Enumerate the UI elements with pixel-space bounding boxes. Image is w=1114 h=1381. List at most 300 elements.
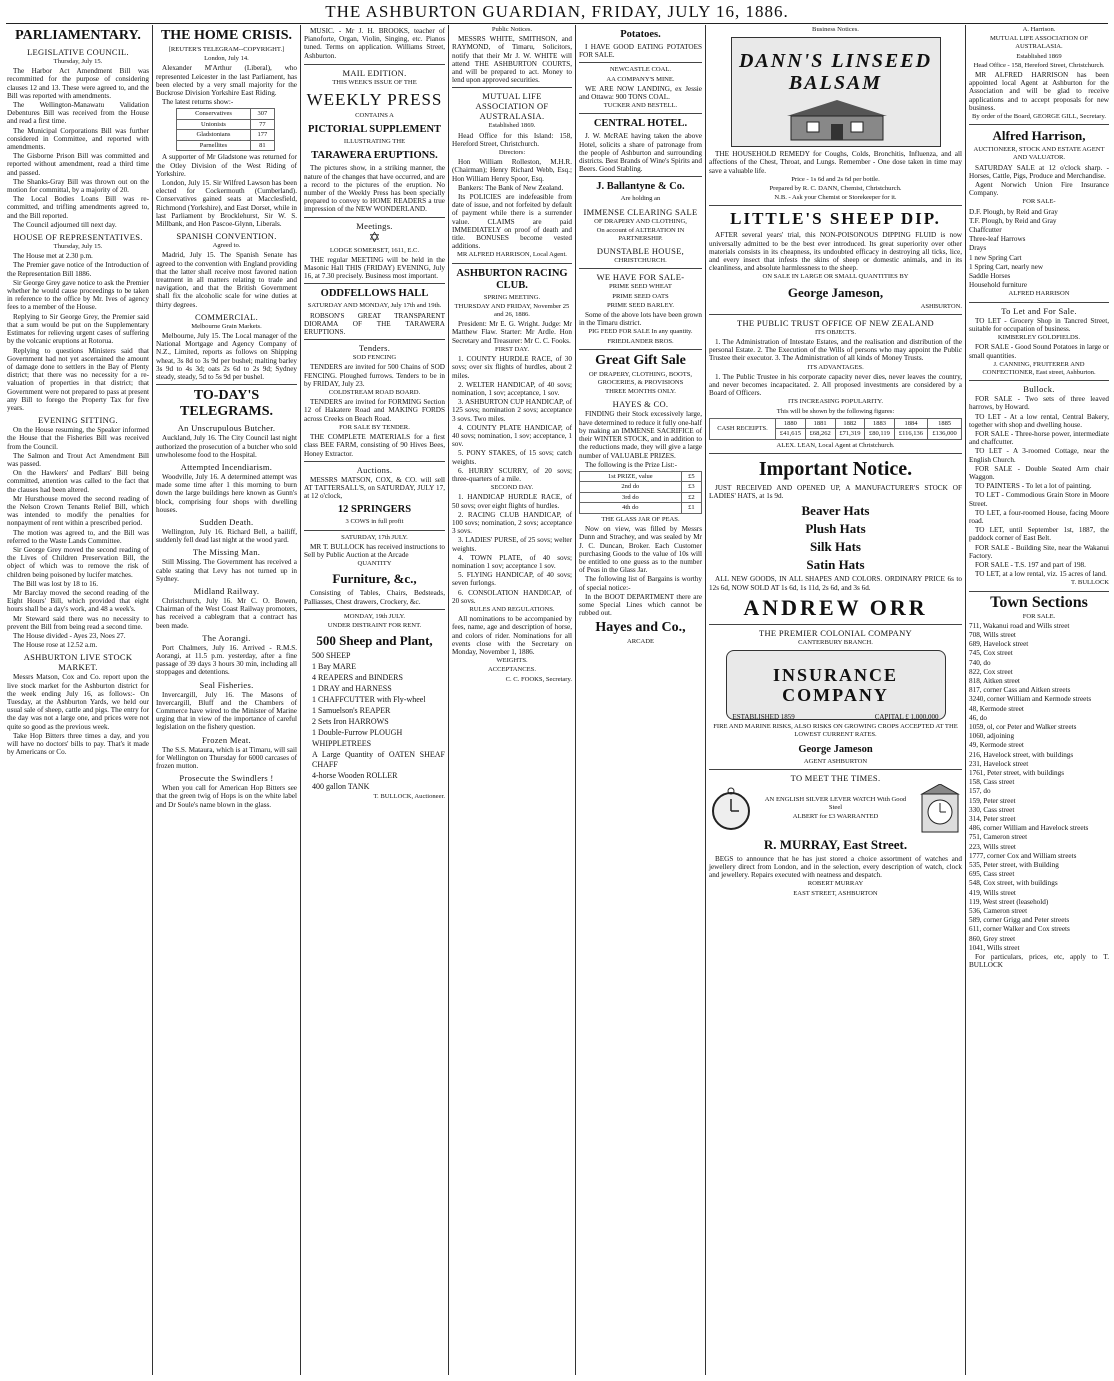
- receipt-cell: £41,615: [776, 429, 806, 440]
- list-item: 231, Havelock street: [969, 759, 1029, 768]
- divider: [579, 62, 702, 63]
- prize-cell: 3rd do: [580, 492, 682, 503]
- column-business-notices: [706, 25, 965, 1377]
- signature-line: ALFRED HARRISON: [1008, 290, 1070, 298]
- subheading: Melbourne Grain Markets.: [191, 322, 262, 330]
- ad-text: I HAVE GOOD EATING POTATOES FOR SALE.: [579, 43, 702, 60]
- subheading: SECOND DAY.: [490, 484, 534, 492]
- subheading: SPRING MEETING.: [483, 293, 541, 301]
- great-gift-sale-heading: Great Gift Sale: [595, 352, 686, 368]
- subheading: ITS INCREASING POPULARITY.: [788, 398, 883, 406]
- subheading: RULES AND REGULATIONS.: [469, 605, 555, 613]
- subheading: ALBERT for £3 WARRANTED: [792, 813, 879, 821]
- list-item: Household furniture: [969, 281, 1028, 290]
- subheading: CHRISTCHURCH.: [614, 257, 667, 265]
- telegram-body: Christchurch, July 16. Mr C. O. Bowen, Chairman of the West Coast Railway promoters, has received a cablegram that a contract has been made.: [156, 596, 297, 630]
- hayes-signature: Hayes and Co.,: [595, 620, 686, 636]
- subheading: THREE MONTHS ONLY.: [605, 388, 676, 396]
- divider: [579, 268, 702, 269]
- article-paragraph: Replying to Sir George Grey, the Premier said that a sum would be put on the Supplementary Estimates for relieving urgent cases of suffering by the volcanic eruptions at Rotorua.: [7, 312, 149, 346]
- ad-text: WE ARE NOW LANDING, ex Jessie and Ottawa: 900 TONS COAL.: [579, 84, 702, 102]
- notice-item: FOR SALE - T.S. 197 and part of 198.: [975, 560, 1086, 569]
- table-row: [177, 130, 275, 141]
- subheading: ARCADE: [626, 638, 655, 646]
- telegram-heading: Attempted Incendiarism.: [180, 461, 273, 472]
- list-item: 822, Cox street: [969, 667, 1013, 676]
- year-cell: 1881: [805, 418, 835, 429]
- dateline: Thursday, July 15.: [53, 243, 103, 251]
- subheading: NEWCASTLE COAL.: [609, 66, 672, 74]
- list-item: 708, Wills street: [969, 630, 1016, 639]
- table-row: [177, 119, 275, 130]
- ad-text: MESSRS WHITE, SMITHSON, and RAYMOND, of Timaru, Solicitors, notify that their Mr J. W. WHITE will attend THE ASHBURTON COURTS, and will be prepared to act. Money to lend upon approved securities.: [452, 35, 572, 85]
- list-item: 695, Cass street: [969, 870, 1015, 879]
- divider: [709, 205, 962, 206]
- hat-type: Plush Hats: [805, 521, 866, 537]
- divider: [969, 302, 1109, 303]
- telegram-heading: The Aorangi.: [202, 632, 251, 643]
- divider: [709, 624, 962, 625]
- telegram-heading: The Missing Man.: [192, 547, 261, 558]
- masthead-title: THE ASHBURTON GUARDIAN, FRIDAY, JULY 16, 1886.: [325, 2, 789, 21]
- article-paragraph: The Shanks-Gray Bill was thrown out on the motion for committal, by a majority of 20.: [7, 177, 149, 195]
- ad-text: MR ALFRED HARRISON has been appointed local Agent at Ashburton for the Association and will be glad to receive applications and to accept proposals for new business.: [969, 71, 1109, 112]
- list-item: 536, Cameron street: [969, 907, 1028, 916]
- capital-label: CAPITAL £ 1,000,000: [874, 713, 939, 722]
- notice-item: TO LET - A 3-roomed Cottage, near the English Church.: [969, 447, 1109, 464]
- divider: [709, 314, 962, 315]
- divider: [969, 380, 1109, 381]
- clearing-sale-heading: IMMENSE CLEARING SALE: [583, 206, 698, 217]
- hat-type: Satin Hats: [806, 557, 865, 573]
- telegram-heading: An Unscrupulous Butcher.: [177, 423, 276, 434]
- article-paragraph: Mr Barclay moved the second reading of the Eight Hours' Bill, which provided that eight hours shall be a day's work, and 48 a week's.: [7, 588, 149, 614]
- list-item: 158, Cass street: [969, 778, 1015, 787]
- subheading: Agreed to.: [212, 242, 241, 250]
- article-paragraph: The Harbor Act Amendment Bill was recommitted for the purpose of considering clauses 12 and 13. These were agreed to, and the Bill was reported with amendments.: [7, 67, 149, 100]
- mutual-life-heading: MUTUAL LIFE ASSOCIATION OF AUSTRALASIA.: [475, 91, 549, 122]
- subheading: Directors:: [498, 149, 526, 157]
- divider: [579, 176, 702, 177]
- legislative-council-heading: LEGISLATIVE COUNCIL.: [27, 47, 129, 57]
- list-item: PRIME SEED BARLEY.: [606, 301, 675, 309]
- racing-club-heading: ASHBURTON RACING CLUB.: [456, 267, 568, 291]
- mantel-clock-icon: [918, 784, 962, 834]
- emblem-caption: [727, 705, 945, 721]
- divider: [579, 113, 702, 114]
- column-harrison-bullock: [966, 25, 1112, 1377]
- divider: [304, 461, 445, 462]
- telegram-body: Auckland, July 16. The City Council last night authorized the prosecution of a butcher who sold unwholesome food to the Hospital.: [156, 434, 297, 459]
- list-item: PRIME SEED OATS: [612, 292, 669, 300]
- price-line: Price - 1s 6d and 2s 6d per bottle.: [791, 175, 880, 183]
- value-cell: £5: [681, 471, 701, 482]
- town-sections-list: [969, 622, 1109, 952]
- list-item: 48, Kermode street: [969, 704, 1024, 713]
- section-heading: Public Notices.: [491, 26, 533, 33]
- party-cell: Parnellites: [177, 140, 251, 151]
- article-paragraph: London, July 15. Sir Wilfred Lawson has been elected for Cockermouth (Cumberland). Conservatives gained seats at Macclesfield, Richmond (Yorkshire), and East Dorset, while in last Parliament by Brocklehurst, Sir W. S. Millbank, and Hon Pascoe-Glynn, Liberals.: [156, 179, 297, 229]
- subheading: UNDER DISTRAINT FOR RENT.: [327, 621, 422, 629]
- ad-text: 1. The Administration of Intestate Estates, and the realisation and distribution of the personal Estate. 2. The Execution of the Wills of persons who may appoint the Public Trustee their executor. 3. The Administration of all kinds of Money Trusts.: [709, 338, 962, 363]
- telegram-heading: Seal Fisheries.: [199, 679, 254, 690]
- party-cell: Gladstonians: [177, 130, 251, 141]
- ad-text: J. W. McRAE having taken the above Hotel, solicits a share of patronage from the people of Ashburton and surrounding districts. Best Brands of Wine's Spirits and Beers. Good Stabling.: [579, 132, 702, 174]
- alfred-harrison-heading: Alfred Harrison,: [992, 128, 1086, 144]
- column-parliamentary: [4, 25, 152, 1377]
- ad-text: THE COMPLETE MATERIALS for a first class BEE FARM, consisting of 90 Hives Bees, Honey Extractor.: [304, 433, 445, 458]
- telegram-heading: Prosecute the Swindlers !: [179, 773, 274, 784]
- divider: [709, 769, 962, 770]
- article-paragraph: The motion was agreed to, and the Bill was referred to the Waste Lands Committee.: [7, 528, 149, 545]
- commercial-heading: COMMERCIAL.: [194, 311, 259, 322]
- article-paragraph: The latest returns show:-: [162, 98, 234, 107]
- subheading: ITS ADVANTAGES.: [807, 363, 864, 371]
- article-paragraph: Sir George Grey gave notice to ask the Premier whether he would cause proceedings to be taken in reference to the office by Mr. Ives of agency fees to a member of the House.: [7, 278, 149, 312]
- ad-text: All nominations to be accompanied by fees, name, age and description of horse, and colors of rider. Nominations for all events close with the Secretary on Monday, November 1, 1886.: [452, 615, 572, 656]
- telegram-body: Invercargill, July 16. The Masons of Invercargill, Bluff and the Chambers of Commerce have wired to the Minister of Marine urging that in view of the importance of careful legislation on the fishery question.: [156, 690, 297, 732]
- list-item: T.F. Plough, by Reid and Gray: [969, 216, 1057, 225]
- ad-text: 1. The Public Trustee in his corporate capacity never dies, never leaves the country, and never becomes incapacitated. 2. All proposed investments are considered by a Board of Officers.: [709, 372, 962, 398]
- race-entry: 1. HANDICAP HURDLE RACE, of 50 sovs; over eight flights of hurdles.: [452, 493, 572, 510]
- divider: [709, 453, 962, 454]
- ad-text: JUST RECEIVED AND OPENED UP, A MANUFACTURER'S STOCK OF LADIES' HATS, at 1s 9d.: [709, 484, 962, 501]
- list-item: Drays: [969, 244, 987, 253]
- article-paragraph: Replying to questions Ministers said that Government had not yet ascertained the amount of damage done to settlers in the Bay of Plenty district; that there was no necessity for a re-valuation of properties in that district; that Government were not prepared to pass at present any Bill to forego the Property Tax for five years.: [7, 346, 149, 412]
- jameson-insurance-agent: George Jameson: [798, 743, 873, 755]
- receipt-cell: £136,000: [928, 429, 962, 440]
- list-item: 223, Wills street: [969, 842, 1016, 851]
- subheading: WEIGHTS.: [496, 657, 528, 665]
- ad-text: Head Office for this Island: 158, Hereford Street, Christchurch.: [452, 131, 572, 148]
- subheading: THE GLASS JAR OF PEAS.: [601, 515, 680, 523]
- list-item: 1 DRAY and HARNESS: [312, 684, 392, 694]
- subheading: PIG FEED FOR SALE In any quantity.: [588, 328, 693, 336]
- subheading: ITS OBJECTS.: [814, 328, 857, 336]
- article-paragraph: Mr Steward said there was no necessity to prevent the Bill from being read a second time.: [7, 614, 149, 631]
- column-advertisements-1: [301, 25, 448, 1377]
- signature-line: ROBERT MURRAY: [807, 880, 864, 888]
- article-paragraph: The Municipal Corporations Bill was further considered in Committee, and reported with amendments.: [7, 126, 149, 152]
- watch-ad-text: [759, 795, 912, 823]
- murray-heading: R. MURRAY, East Street.: [763, 836, 908, 852]
- list-item: 4 REAPERS and BINDERS: [312, 673, 403, 683]
- year-cell: 1884: [894, 418, 927, 429]
- ad-text: TENDERS are invited for FORMING Section 12 of Hakatere Road and MAKING FORDS across Creeks on Beach Road.: [304, 398, 445, 423]
- ad-text: SATURDAY SALE at 12 o'clock sharp. - Horses, Cattle, Pigs, Produce and Merchandise.: [969, 163, 1109, 180]
- article-paragraph: The Gisborne Prison Bill was committed and reported without amendment, read a third time and passed.: [7, 152, 149, 177]
- masonic-emblem-icon: ✡: [368, 230, 381, 246]
- sheep-dip-heading: LITTLE'S SHEEP DIP.: [730, 209, 941, 229]
- telegram-body: When you call for American Hop Bitters see that the green twig of Hops is on the white label and Dr Soule's name blown in the glass.: [156, 784, 297, 809]
- table-row: [580, 503, 702, 514]
- article-paragraph: Madrid, July 15. The Spanish Senate has agreed to the convention with England providing that the latter shall receive most favored nation treatment in all matters relating to trade and navigation, and that the British Government shall fix the alcoholic scale for wine duties at thirty degrees.: [156, 251, 297, 309]
- list-item: 157, do: [969, 787, 991, 796]
- notice-item: TO LET, until September 1st, 1887, the paddock corner of East Belt.: [969, 526, 1109, 543]
- preparer-line: Prepared by R. C. DANN, Chemist, Christchurch.: [769, 185, 902, 193]
- table-row: [580, 492, 702, 503]
- subheading: SOD FENCING: [352, 354, 397, 362]
- for-sale-list: [969, 208, 1109, 290]
- list-item: 1059, ol, cor Peter and Walker streets: [969, 723, 1077, 732]
- parliamentary-heading: PARLIAMENTARY.: [15, 28, 141, 43]
- subheading: CANTERBURY BRANCH.: [798, 638, 873, 646]
- weekly-press-heading: WEEKLY PRESS: [306, 90, 443, 110]
- article-paragraph: The House divided - Ayes 23, Noes 27.: [13, 632, 126, 640]
- race-entry: 5. FLYING HANDICAP, of 40 sovs; seven furlongs.: [452, 571, 572, 588]
- ad-text: THE regular MEETING will be held in the Masonic Hall THIS (FRIDAY) EVENING, July 16, at 7.30 precisely. Business most important.: [304, 255, 445, 281]
- article-paragraph: The House met at 2.30 p.m.: [13, 252, 93, 261]
- bullock-heading: Bullock.: [1023, 384, 1055, 395]
- tenders-heading: Tenders.: [358, 343, 391, 354]
- column-public-notices: [449, 25, 575, 1377]
- divider: [452, 87, 572, 88]
- watch-ad-row: [709, 784, 962, 834]
- race-entry: 3. ASHBURTON CUP HANDICAP, of 125 sovs; nomination 2 sovs; acceptance 3 sovs. Two miles.: [452, 398, 572, 423]
- mutual-life-heading: MUTUAL LIFE ASSOCIATION OF AUSTRALASIA.: [989, 35, 1089, 51]
- ad-text: ROBSON'S GREAT TRANSPARENT DIORAMA OF THE TARAWERA ERUPTIONS.: [304, 311, 445, 337]
- premier-colonial-heading: THE PREMIER COLONIAL COMPANY: [759, 627, 912, 638]
- article-paragraph: The Council adjourned till next day.: [13, 220, 117, 229]
- subheading: FOR SALE.: [1022, 612, 1056, 620]
- divider: [304, 217, 445, 218]
- subheading: Are holding an: [620, 195, 661, 203]
- oddfellows-heading: ODDFELLOWS HALL: [320, 288, 429, 300]
- list-item: 3240, corner William and Kermode streets: [969, 695, 1092, 704]
- to-let-heading: To Let and For Sale.: [1001, 305, 1077, 316]
- ad-text: FINDING their Stock excessively large, have determined to reduce it fully one-half by making an IMMENSE SACRIFICE of their WINTER STOCK, and in addition to the reductions made, they will give a large number of VALUABLE PRIZES.: [579, 410, 702, 460]
- article-paragraph: The Bill was lost by 18 to 16.: [13, 579, 99, 588]
- town-sections-heading: Town Sections: [990, 593, 1088, 611]
- notice-item: FOR SALE - Double Seated Arm chair Waggon.: [969, 464, 1109, 481]
- live-stock-heading: ASHBURTON LIVE STOCK MARKET.: [23, 652, 133, 673]
- todays-telegrams-heading: TO-DAY'S TELEGRAMS.: [180, 388, 273, 420]
- subheading: ILLUSTRATING THE: [343, 138, 406, 146]
- subheading: MONDAY, 19th JULY.: [343, 612, 406, 620]
- list-item: 419, Wills street: [969, 888, 1016, 897]
- list-item: 1 Double-Furrow PLOUGH: [312, 728, 403, 738]
- list-item: 1 new Spring Cart: [969, 253, 1022, 262]
- race-entry: 6. HURRY SCURRY, of 20 sovs; three-quarters of a mile.: [452, 466, 572, 483]
- andrew-orr-heading: ANDREW ORR: [743, 594, 928, 620]
- row-label: CASH RECEIPTS.: [710, 418, 776, 439]
- list-item: 1 Samuelson's REAPER: [312, 706, 391, 716]
- list-item: D.F. Plough, by Reid and Gray: [969, 207, 1058, 216]
- year-cell: 1883: [865, 418, 894, 429]
- ad-text: Hon William Rolleston, M.H.R. (Chairman); Henry Richard Webb, Esq.; Hon William Henry Spoor, Esq.: [452, 158, 572, 183]
- subheading: On account of ALTERATION IN PARTNERSHIP.: [596, 226, 685, 243]
- subheading: FRIEDLANDER BROS.: [607, 337, 674, 345]
- list-item: Three-leaf Harrows: [969, 235, 1026, 244]
- table-row: [177, 109, 275, 120]
- ad-text: Bankers: The Bank of New Zealand.: [458, 183, 564, 192]
- race-entry: 4. COUNTY PLATE HANDICAP, of 40 sovs; nomination, 1 sov; acceptance, 1 sov.: [452, 423, 572, 449]
- telegram-heading: Frozen Meat.: [202, 734, 251, 745]
- ad-text: Now on view, was filled by Messrs Dunn and Strachey, and was sealed by Mr J. C. Duncan, Broker. Each Customer purchasing Goods to the value of 10s will be entitled to one guess as to the number of Peas in the Glass Jar.: [579, 525, 702, 575]
- list-item: 751, Cameron street: [969, 833, 1028, 842]
- list-item: 1777, corner Cox and William streets: [969, 851, 1077, 860]
- subheading: Established 1869: [1016, 52, 1062, 60]
- race-entry: 3. LADIES' PURSE, of 25 sovs; welter weights.: [452, 536, 572, 553]
- pocket-watch-icon: [709, 787, 753, 831]
- article-paragraph: Alexander M'Arthur (Liberal), who represented Leicester in the last Parliament, has been elected by a very small majority for the Buckrose Division Yorkshire East Riding.: [156, 64, 297, 98]
- ad-text: Its POLICIES are indefeasible from date of issue, and not forfeited by default of payment while there is a surrender value. CLAIMS are paid IMMEDIATELY on proof of death and title. BONUSES become vested additions.: [452, 193, 572, 251]
- house-heading: HOUSE OF REPRESENTATIVES.: [13, 232, 143, 243]
- article-paragraph: The House rose at 12.52 a.m.: [13, 641, 98, 650]
- subheading: AUCTIONEER, STOCK AND ESTATE AGENT AND VALUATOR.: [973, 146, 1105, 162]
- signature-line: T. BULLOCK: [1071, 579, 1109, 587]
- ad-text: In the BOOT DEPARTMENT there are some Special Lines which cannot be rubbed out.: [579, 592, 702, 618]
- party-cell: Conservatives: [177, 109, 251, 120]
- list-item: 4-horse Wooden ROLLER: [312, 771, 398, 781]
- spanish-convention-heading: SPANISH CONVENTION.: [176, 231, 277, 242]
- list-item: 611, corner Walker and Cox streets: [969, 925, 1070, 934]
- ad-text: For particulars, prices, etc, apply to T. BULLOCK: [969, 953, 1109, 970]
- list-item: 46, do: [969, 713, 987, 722]
- agent-signature: MR ALFRED HARRISON, Local Agent.: [457, 251, 567, 259]
- article-paragraph: The Local Bodies Loans Bill was re-committed, and trifling amendments agreed to, and the Bill reported.: [7, 195, 149, 220]
- article-paragraph: The Premier gave notice of the Introduction of the Representation Bill 1886.: [7, 261, 149, 278]
- ad-text: MUSIC. - Mr J. H. BROOKS, teacher of Pianoforte, Organ, Violin, Singing, etc. Pianos tuned. Terms on application. Williams Street, Ashburton.: [304, 27, 445, 60]
- value-cell: £1: [681, 503, 701, 514]
- race-entry: 2. WELTER HANDICAP, of 40 sovs; nomination, 1 sov; acceptance, 1 sov.: [452, 380, 572, 397]
- subheading: AGENT ASHBURTON: [803, 757, 868, 765]
- race-entry: 4. TOWN PLATE, of 40 sovs; nomination 1 sov; acceptance 1 sov.: [452, 553, 572, 570]
- subheading: OF DRAPERY, CLOTHING, BOOTS, GROCERIES, & PROVISIONS: [588, 370, 693, 387]
- note-line: N.B. - Ask your Chemist or Storekeeper for it.: [774, 194, 897, 202]
- race-entry: 6. CONSOLATION HANDICAP, of 20 sovs.: [452, 588, 572, 605]
- music-ad: [304, 25, 445, 65]
- list-item: 860, Grey street: [969, 934, 1016, 943]
- table-row: [580, 471, 702, 482]
- divider: [969, 591, 1109, 592]
- cash-receipts-table: [709, 418, 962, 440]
- subheading: Head Office - 158, Hereford Street, Christchurch.: [973, 61, 1105, 69]
- springers-heading: 12 SPRINGERS: [337, 504, 412, 516]
- subheading: TUCKER AND BESTELL.: [603, 102, 678, 110]
- year-cell: 1885: [928, 418, 962, 429]
- prize-cell: 2nd do: [580, 482, 682, 493]
- auctioneer-signature: T. BULLOCK, Auctioneer.: [373, 793, 445, 801]
- list-item: 330, Cass street: [969, 805, 1015, 814]
- list-item: 314, Peter street: [969, 815, 1016, 824]
- lodge-name: LODGE SOMERSET, 1611, E.C.: [329, 246, 420, 254]
- address-line: EAST STREET, ASHBURTON: [793, 889, 878, 897]
- divider: [579, 349, 702, 350]
- list-item: 711, Wakanui road and Wills street: [969, 621, 1070, 630]
- column-advertisements-2: [576, 25, 705, 1377]
- divider: [452, 263, 572, 264]
- table-row: [710, 418, 962, 429]
- prize-list-table: [579, 471, 702, 514]
- dann-balsam-title: DANN'S LINSEED BALSAM: [738, 50, 933, 95]
- secretary-signature: C. C. FOOKS, Secretary.: [505, 675, 572, 683]
- table-row: [177, 140, 275, 151]
- notice-item: FOR SALE - Two sets of three leaved harrows, by Howard.: [969, 395, 1109, 412]
- subheading: THURSDAY AND FRIDAY, November 25 and 26, 1886.: [454, 302, 570, 319]
- hayes-heading: HAYES & CO.: [612, 399, 669, 410]
- log-cabin-icon: [777, 96, 897, 142]
- section-heading: A. Harrison.: [1022, 26, 1056, 33]
- telegram-heading: Midland Railway.: [193, 585, 260, 596]
- list-item: 49, Kermode street: [969, 741, 1024, 750]
- receipt-cell: £116,136: [894, 429, 927, 440]
- agent-line: ALEX. LEAN, Local Agent at Christchurch.: [776, 441, 895, 449]
- tarawera-heading: TARAWERA ERUPTIONS.: [311, 150, 438, 162]
- insurance-company-emblem: [726, 650, 946, 720]
- list-item: Chaffcutter: [969, 226, 1002, 235]
- subheading: QUANTITY: [357, 560, 392, 568]
- telegram-body: The S.S. Mataura, which is at Timaru, will sail for Wellington on Thursday for 6000 carcases of frozen mutton.: [156, 745, 297, 770]
- important-notice-heading: Important Notice.: [758, 458, 913, 481]
- subheading: Established 1869.: [488, 122, 536, 130]
- hat-type: Silk Hats: [810, 539, 861, 555]
- race-entry: 2. RACING CLUB HANDICAP, of 100 sovs; nomination, 2 sovs; acceptance 3 sovs.: [452, 510, 572, 536]
- evening-sitting-heading: EVENING SITTING.: [38, 415, 118, 426]
- list-item: 1 Bay MARE: [312, 662, 356, 672]
- dateline: London, July 14.: [204, 55, 249, 63]
- list-item: 745, Cox street: [969, 649, 1013, 658]
- subheading: FOR SALE-: [1022, 198, 1056, 206]
- year-cell: 1882: [835, 418, 865, 429]
- seats-cell: 81: [250, 140, 274, 151]
- ad-text: MESSRS MATSON, COX, & CO. will sell AT TATTERSALL'S, on SATURDAY, JULY 17, at 12 o'clock,: [304, 475, 445, 501]
- seats-cell: 177: [250, 130, 274, 141]
- divider: [156, 384, 297, 385]
- divider: [304, 530, 445, 531]
- seats-cell: 77: [250, 119, 274, 130]
- list-item: 400 gallon TANK: [312, 782, 370, 792]
- notice-item: TO LET, a four-roomed House, facing Moore road.: [969, 508, 1109, 525]
- list-item: 486, corner William and Havelock streets: [969, 824, 1089, 833]
- potatoes-heading: Potatoes.: [620, 29, 661, 40]
- list-item: WHIPPLETREES: [312, 739, 372, 749]
- divider: [304, 339, 445, 340]
- divider: [304, 283, 445, 284]
- list-item: 1761, Peter street, with buildings: [969, 769, 1065, 778]
- article-paragraph: Melbourne, July 15. The Local manager of the National Mortgage and Agency Company of N.Z., Limited, reports as follows on Shipping wheat, 3s 8d to 3s 9d per bushel; malting barley 3s 9d to 4s 3d; oats 2s 6d to 2s 9d; Sydney steady, steady, 5d to 5s 9d per bushel.: [156, 332, 297, 382]
- insurance-company-title: INSURANCE COMPANY: [772, 665, 898, 706]
- subheading: CONTAINS A: [355, 112, 394, 120]
- column-home-crisis: [153, 25, 300, 1377]
- divider: [304, 609, 445, 610]
- telegram-body: Wellington, July 16. Richard Bell, a bailiff, suddenly fell dead last night at the wood yard.: [156, 527, 297, 545]
- telegram-heading: Sudden Death.: [199, 516, 254, 527]
- table-row: [580, 482, 702, 493]
- telegram-body: Woodville, July 16. A determined attempt was made some time after 1 this morning to burn down the large buildings here known as Gunn's block, comprising four shops with dwelling houses.: [156, 472, 297, 514]
- subheading: ACCEPTANCES.: [487, 666, 537, 674]
- jameson-heading: George Jameson,: [787, 284, 884, 300]
- subheading: This will be shown by the following figures:: [776, 407, 895, 415]
- meet-the-times-heading: TO MEET THE TIMES.: [790, 772, 881, 783]
- receipt-cell: £68,262: [805, 429, 835, 440]
- list-item: 1 CHAFFCUTTER with Fly-wheel: [312, 695, 426, 705]
- central-hotel-heading: CENTRAL HOTEL.: [593, 118, 688, 130]
- list-item: 689, Havelock street: [969, 640, 1029, 649]
- list-item: 740, do: [969, 658, 991, 667]
- party-cell: Unionists: [177, 119, 251, 130]
- subheading: 3 COWS in full profit: [345, 518, 404, 526]
- ad-text: The following list of Bargains is worthy of special notice:-: [579, 575, 702, 592]
- article-paragraph: A supporter of Mr Gladstone was returned for the Otley Division of the West Riding of Yorkshire.: [156, 153, 297, 178]
- notice-item: TO LET, at a low rental, viz. 15 acres of land.: [975, 570, 1107, 579]
- list-item: Saddle Horses: [969, 272, 1011, 281]
- source-line: [REUTER'S TELEGRAM--COPYRIGHT.]: [168, 46, 285, 53]
- ballantyne-heading: J. Ballantyne & Co.: [596, 181, 685, 193]
- masthead-rule: [6, 23, 1108, 24]
- ad-text: ALL NEW GOODS, IN ALL SHAPES AND COLORS. ORDINARY PRICE 6s to 12s 6d, NOW SOLD AT 1s 6d, 1s 11d, 2s 6d, and 3s 6d.: [709, 575, 962, 592]
- subheading: KIMBERLEY GOLDFIELDS.: [997, 334, 1081, 342]
